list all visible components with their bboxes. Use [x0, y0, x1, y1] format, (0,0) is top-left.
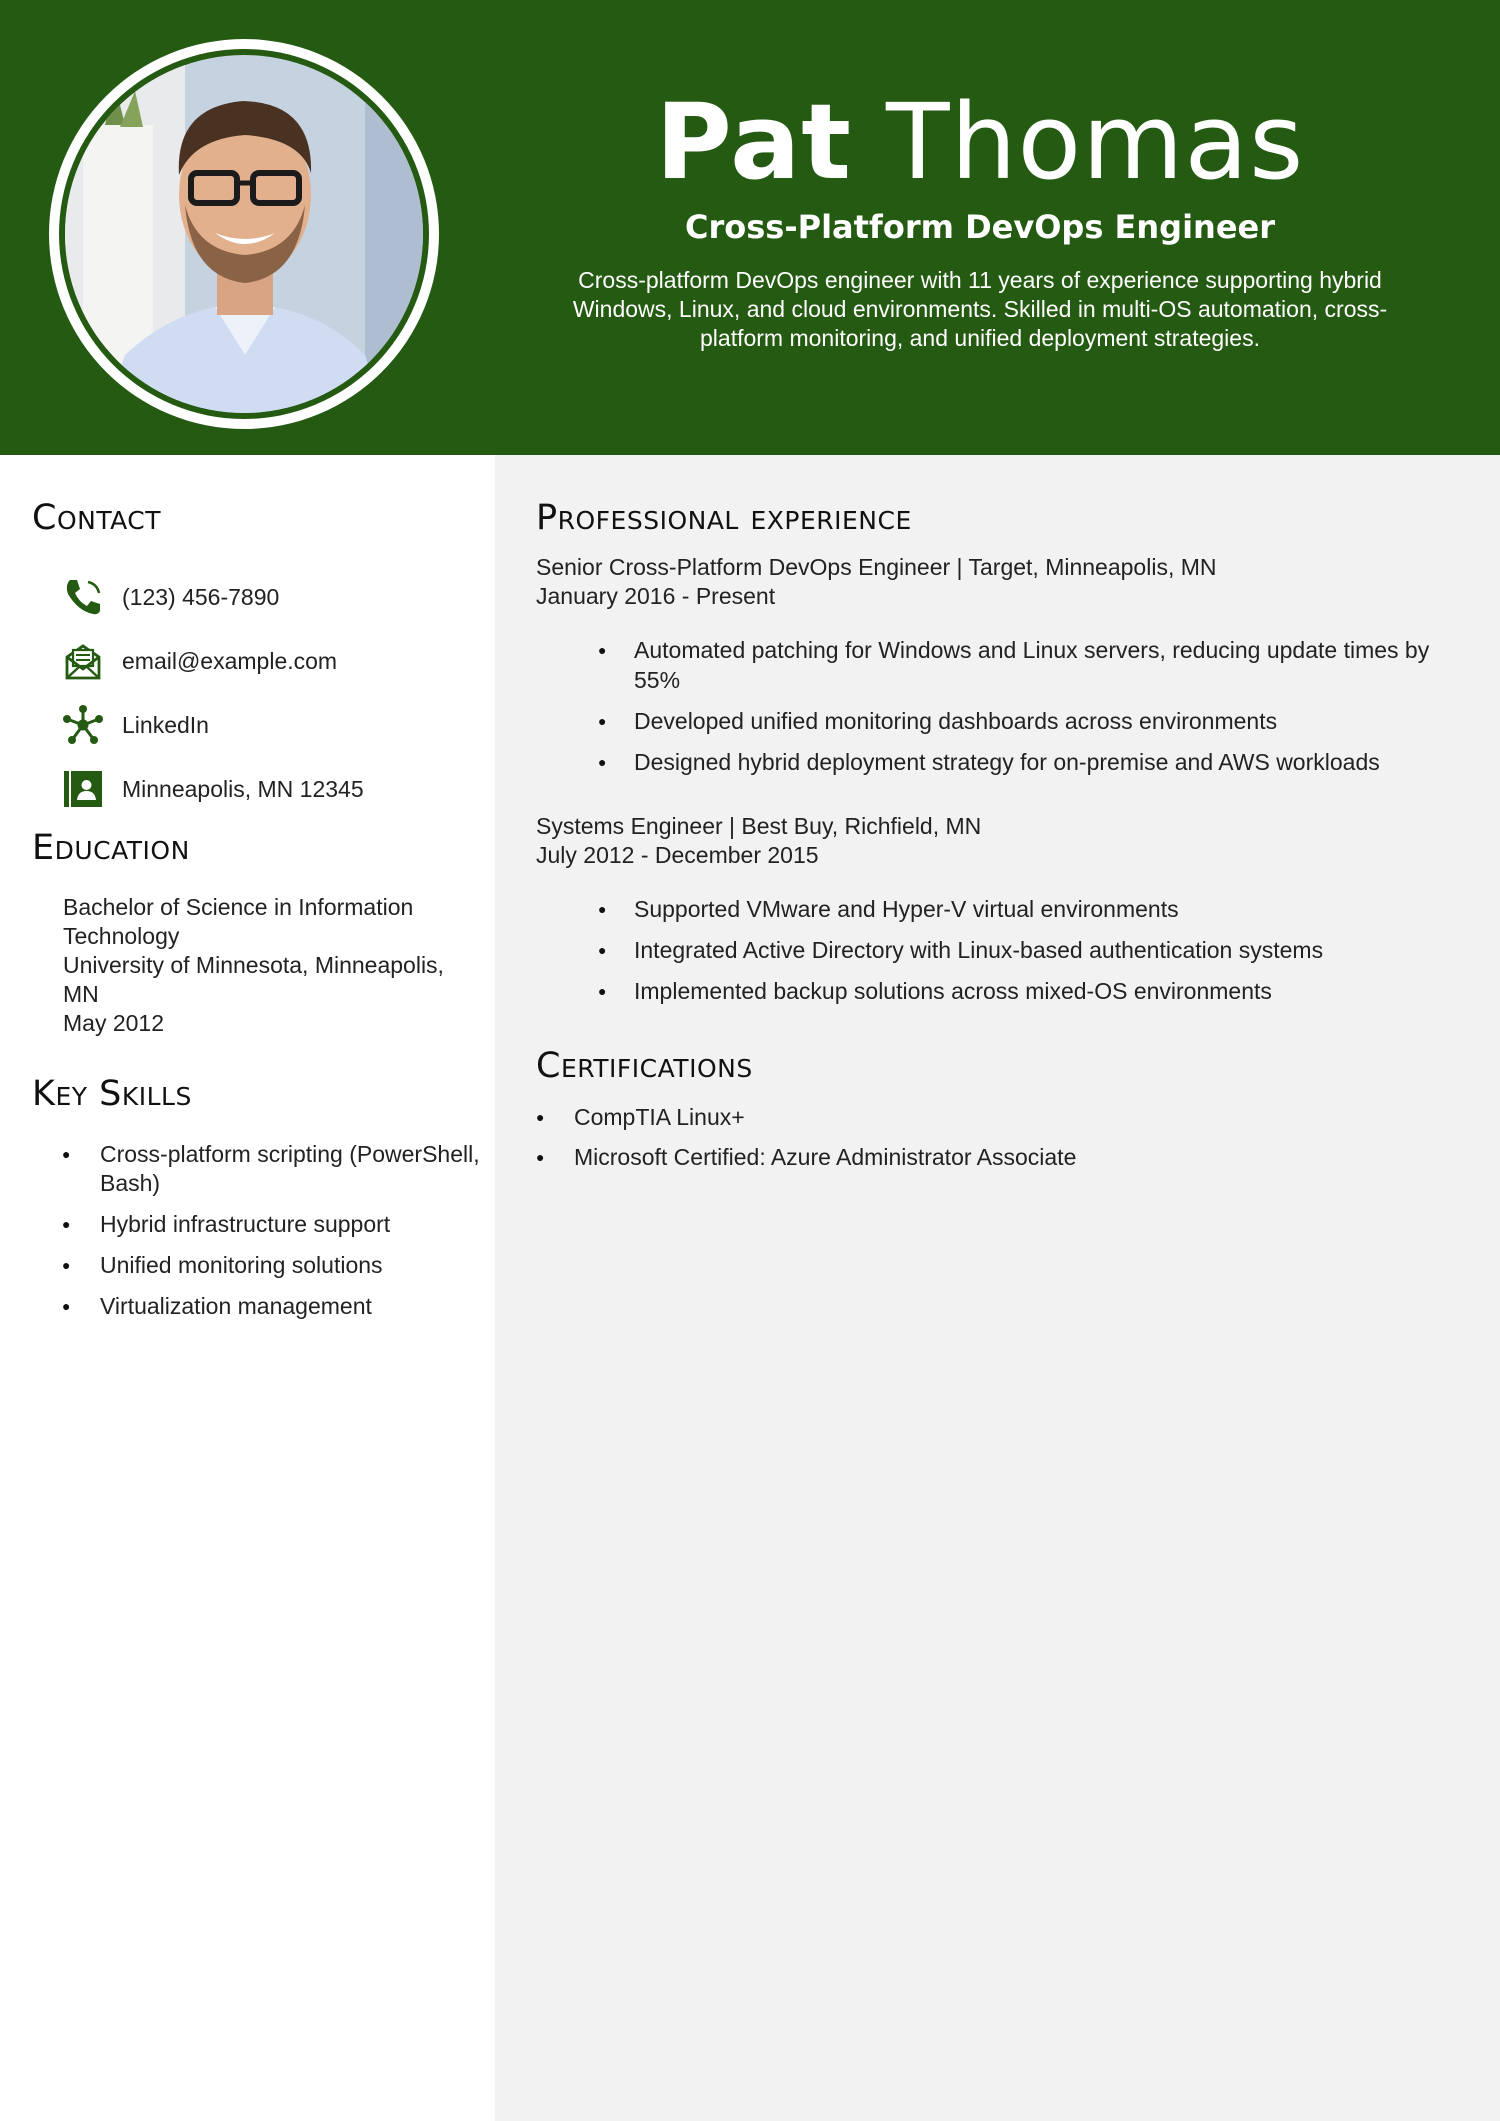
skill-item: ● Virtualization management	[60, 1292, 480, 1321]
skill-item: ● Unified monitoring solutions	[60, 1251, 480, 1280]
contact-phone: (123) 456-7890	[122, 583, 280, 610]
skills-heading: Key Skills	[32, 1074, 192, 1114]
contact-heading: Contact	[32, 498, 162, 538]
profile-summary: Cross-platform DevOps engineer with 11 years of experience supporting hybrid Windows, Linux, and cloud environments. Skilled in multi-OS automation, cross-platform monitoring, and unified deployment strategies.	[572, 267, 1388, 351]
certifications-list	[536, 1103, 1466, 1183]
certifications-heading: Certifications	[536, 1046, 753, 1086]
main-content	[0, 455, 1500, 2121]
job-entry	[536, 553, 1466, 788]
contact-email: email@example.com	[122, 647, 338, 674]
job-bullet-list	[594, 894, 1466, 1006]
contact-location: Minneapolis, MN 12345	[122, 775, 364, 802]
job-dates: July 2012 - December 2015	[536, 842, 819, 868]
education-degree: Bachelor of Science in Information Technology	[63, 894, 414, 949]
job-entry	[536, 812, 1466, 1017]
profile-portrait-image	[65, 55, 423, 413]
job-title: Cross-Platform DevOps Engineer	[684, 208, 1275, 246]
resume-header	[0, 0, 1500, 455]
candidate-name	[570, 82, 1390, 202]
job-bullet: ● Developed unified monitoring dashboards across environments	[594, 706, 1466, 736]
experience-heading: Professional experience	[536, 498, 912, 538]
contact-linkedin: LinkedIn	[122, 711, 209, 738]
skill-item: ● Hybrid infrastructure support	[60, 1210, 480, 1239]
job-bullet: ● Implemented backup solutions across mixed-OS environments	[594, 976, 1466, 1006]
profile-photo-frame	[49, 39, 439, 429]
profile-photo	[59, 49, 429, 419]
job-bullet-list	[594, 635, 1466, 777]
skill-item: ● Cross-platform scripting (PowerShell, Bash)	[60, 1140, 480, 1198]
education-date: May 2012	[63, 1010, 165, 1036]
job-role-line: Senior Cross-Platform DevOps Engineer | Target, Minneapolis, MN	[536, 554, 1217, 580]
job-dates: January 2016 - Present	[536, 583, 776, 609]
job-bullet: ● Integrated Active Directory with Linux-based authentication systems	[594, 935, 1466, 965]
job-bullet: ● Designed hybrid deployment strategy for on-premise and AWS workloads	[594, 747, 1466, 777]
certification-item: ● Microsoft Certified: Azure Administrator Associate	[536, 1143, 1466, 1172]
job-bullet: ● Automated patching for Windows and Linux servers, reducing update times by 55%	[594, 635, 1466, 695]
first-name: Pat	[655, 81, 852, 203]
education-school: University of Minnesota, Minneapolis, MN	[63, 952, 444, 1007]
certification-item: ● CompTIA Linux+	[536, 1103, 1466, 1132]
last-name: Thomas	[886, 81, 1305, 203]
job-bullet: ● Supported VMware and Hyper-V virtual environments	[594, 894, 1466, 924]
education-heading: Education	[32, 828, 190, 868]
job-role-line: Systems Engineer | Best Buy, Richfield, MN	[536, 813, 982, 839]
